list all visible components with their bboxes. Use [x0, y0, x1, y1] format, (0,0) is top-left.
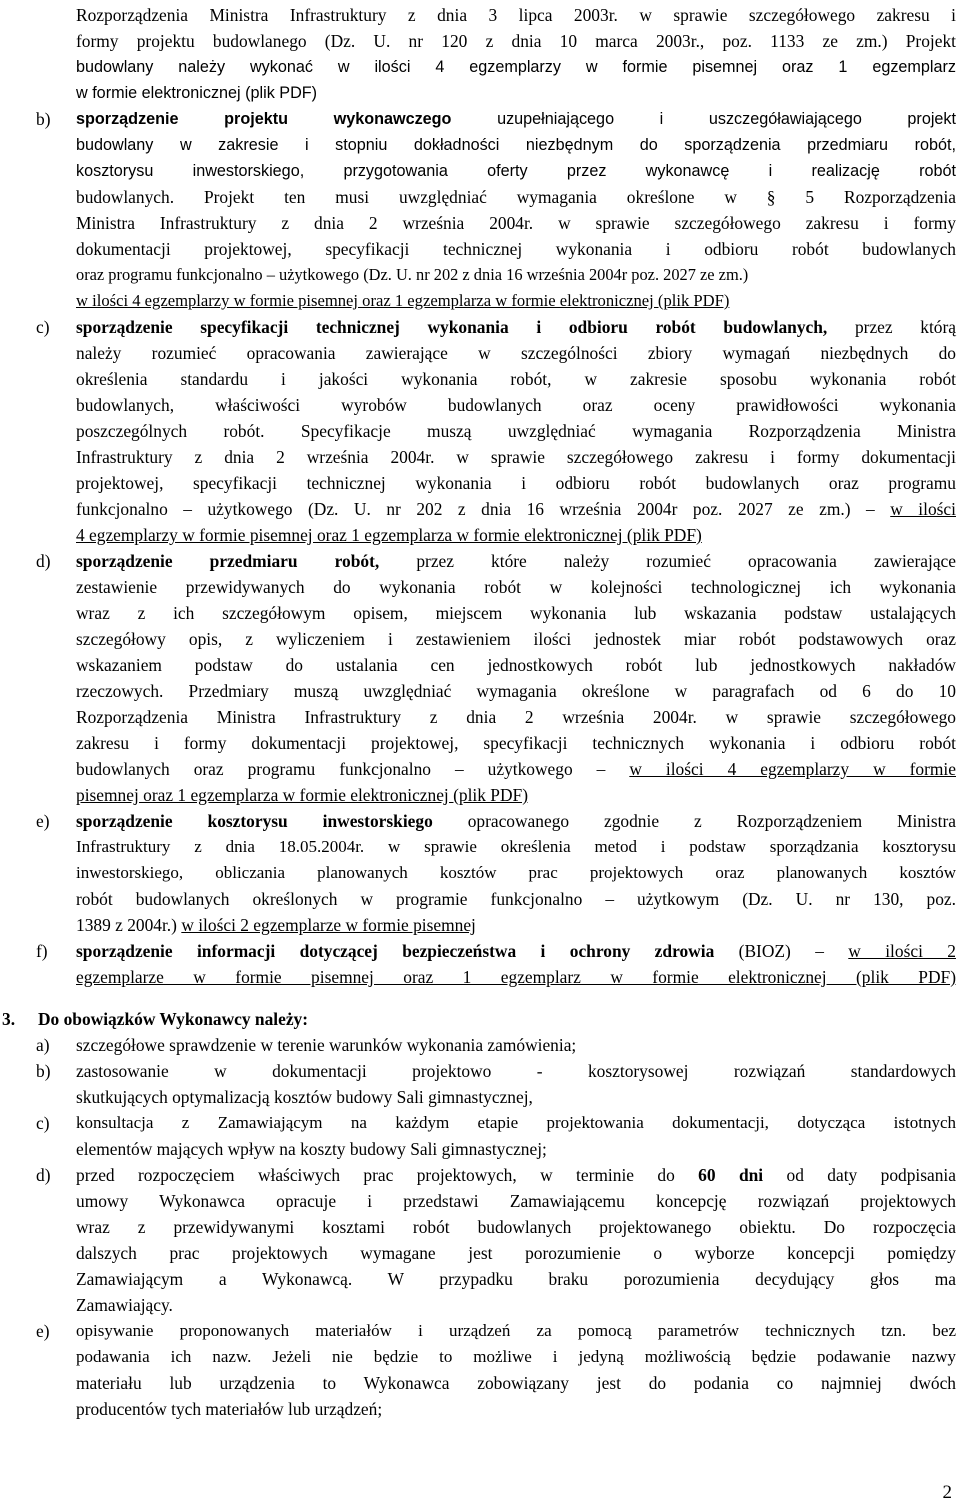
text-line: należy rozumieć opracowania zawierające w szczególności zbiory wymagań niezbędnych do — [76, 343, 956, 363]
text-line: wskazaniem podstaw do ustalania cen jednostkowych robót lub jednostkowych nakładów — [76, 655, 956, 675]
text-line: budowlanych oraz programu funkcjonalno – użytkowego – w ilości 4 egzemplarzy w formie — [76, 759, 956, 779]
text-line-underlined: 4 egzemplarzy w formie pisemnej oraz 1 egzemplarza w formie elektronicznej (plik PDF) — [76, 525, 702, 545]
text-line: 1389 z 2004r.) w ilości 2 egzemplarze w formie pisemnej — [76, 915, 476, 935]
text-line: sporządzenie informacji dotyczącej bezpieczeństwa i ochrony zdrowia (BIOZ) – w ilości 2 — [76, 941, 956, 961]
text-line: oraz programu funkcjonalno – użytkowego (Dz. U. nr 202 z dnia 16 września 2004r poz. 2027 ze zm.) — [76, 265, 749, 284]
item-3b — [76, 1058, 956, 1110]
item-e — [76, 808, 956, 938]
text-line: sporządzenie kosztorysu inwestorskiego opracowanego zgodnie z Rozporządzeniem Ministra — [76, 811, 956, 831]
item-a-continuation — [76, 2, 956, 106]
text-line: wraz z przewidywanymi kosztami robót budowlanych projektowanego obiektu. Do rozpoczęcia — [76, 1217, 956, 1237]
text-line: projektowej, specyfikacji technicznej wykonania i odbioru robót budowlanych oraz programu — [76, 473, 956, 493]
item-3c-label: c) — [36, 1113, 50, 1133]
text-line: elementów mających wpływ na koszty budowy Sali gimnastycznej; — [76, 1139, 547, 1159]
section-3-heading — [2, 1006, 15, 1032]
text-line: opisywanie proponowanych materiałów i urządzeń za pomocą parametrów technicznych tzn. bez — [76, 1321, 956, 1340]
text-line: dokumentacji projektowej, specyfikacji technicznej wykonania i odbioru robót budowlanych — [76, 239, 956, 259]
item-3d — [76, 1162, 956, 1318]
item-c-label: c) — [36, 317, 50, 337]
text-line: zestawienie przewidywanych do wykonania robót w kolejności technologicznej ich wykonania — [76, 577, 956, 597]
text-line: w formie elektronicznej (plik PDF) — [76, 84, 318, 102]
text-line: dalszych prac projektowych wymagane jest porozumienie o wyborze koncepcji pomiędzy — [76, 1243, 956, 1263]
item-3a-label: a) — [36, 1035, 50, 1055]
text-line: Infrastruktury z dnia 2 września 2004r. w sprawie szczegółowego zakresu i formy dokumentacji — [76, 447, 956, 467]
text-line: Zamawiającym a Wykonawcą. W przypadku braku porozumienia decydujący głos ma — [76, 1269, 956, 1289]
item-b-label: b) — [36, 109, 51, 129]
text-line: Zamawiający. — [76, 1295, 173, 1315]
text-line: skutkujących optymalizacją kosztów budowy Sali gimnastycznej, — [76, 1087, 533, 1107]
text-line: rzeczowych. Przedmiary muszą uwzględniać wymagania określone w paragrafach od 6 do 10 — [76, 681, 956, 701]
item-3b-label: b) — [36, 1061, 51, 1081]
text-line: materiału lub urządzenia to Wykonawca zobowiązany jest do podania co najmniej dwóch — [76, 1373, 956, 1393]
text-line: Rozporządzenia Ministra Infrastruktury z dnia 2 września 2004r. w sprawie szczegółowego — [76, 707, 956, 727]
text-line: budowlany w zakresie i stopniu dokładności niezbędnym do sporządzenia przedmiaru robót, — [76, 136, 956, 154]
text-line: Rozporządzenia Ministra Infrastruktury z dnia 3 lipca 2003r. w sprawie szczegółowego zakresu i — [76, 5, 956, 25]
text-line: sporządzenie projektu wykonawczego uzupełniającego i uszczegóławiającego projekt — [76, 110, 957, 128]
item-3e-label: e) — [36, 1321, 50, 1341]
text-line: inwestorskiego, obliczania planowanych kosztów prac projektowych oraz planowanych kosztów — [76, 863, 956, 882]
text-line: szczegółowe sprawdzenie w terenie warunków wykonania zamówienia; — [76, 1035, 577, 1055]
text-line: formy projektu budowlanego (Dz. U. nr 120 z dnia 10 marca 2003r., poz. 1133 ze zm.) Projekt — [76, 31, 956, 51]
text-line: budowlany należy wykonać w ilości 4 egzemplarzy w formie pisemnej oraz 1 egzemplarz — [76, 58, 956, 76]
text-line: określenia standardu i jakości wykonania robót, w zakresie sposobu wykonania robót — [76, 369, 956, 389]
item-d-label: d) — [36, 551, 51, 571]
text-line: Infrastruktury z dnia 18.05.2004r. w sprawie określenia metod i podstaw sporządzania kosztorysu — [76, 837, 956, 856]
item-b — [76, 106, 956, 184]
text-line: konsultacja z Zamawiającym na każdym etapie projektowania dokumentacji, dotycząca istotnych — [76, 1113, 956, 1132]
text-line: sporządzenie specyfikacji technicznej wykonania i odbioru robót budowlanych, przez którą — [76, 317, 956, 337]
text-line: budowlanych, właściwości wyrobów budowlanych oraz oceny prawidłowości wykonania — [76, 395, 956, 415]
item-e-label: e) — [36, 811, 50, 831]
section-title-text: Do obowiązków Wykonawcy należy: — [38, 1009, 309, 1029]
text-line: zakresu i formy dokumentacji projektowej, specyfikacji technicznych wykonania i odbioru robót — [76, 733, 956, 753]
item-3e — [76, 1318, 956, 1422]
text-line: przed rozpoczęciem właściwych prac projektowych, w terminie do 60 dni od daty podpisania — [76, 1165, 956, 1185]
item-b-rest — [76, 184, 956, 314]
item-f-label: f) — [36, 941, 48, 961]
text-line: Ministra Infrastruktury z dnia 2 września 2004r. w sprawie szczegółowego zakresu i formy — [76, 213, 956, 233]
text-line: podawania ich nazw. Jeżeli nie będzie to możliwe i jedyną możliwością będzie podawanie nazwy — [76, 1347, 956, 1366]
item-3d-label: d) — [36, 1165, 51, 1185]
text-line: funkcjonalno – użytkowego (Dz. U. nr 202 z dnia 16 września 2004r poz. 2027 ze zm.) – w ilości — [76, 499, 956, 519]
page-number: 2 — [942, 1482, 952, 1503]
text-line: sporządzenie przedmiaru robót, przez które należy rozumieć opracowania zawierające — [76, 551, 956, 571]
item-f — [76, 938, 956, 990]
text-line: zastosowanie w dokumentacji projektowo - kosztorysowej rozwiązań standardowych — [76, 1061, 956, 1081]
item-c — [76, 314, 956, 548]
text-line: budowlanych. Projekt ten musi uwzględniać wymagania określone w § 5 Rozporządzenia — [76, 187, 956, 207]
text-line: wraz z ich szczegółowym opisem, miejscem wykonania lub wskazania podstaw ustalających — [76, 603, 956, 623]
section-number: 3. — [2, 1009, 16, 1029]
text-line-underlined: w ilości 4 egzemplarzy w formie pisemnej oraz 1 egzemplarza w formie elektronicznej (plik PDF) — [76, 291, 730, 310]
item-d — [76, 548, 956, 808]
text-line: producentów tych materiałów lub urządzeń; — [76, 1399, 383, 1419]
text-line: umowy Wykonawca opracuje i przedstawi Zamawiającemu koncepcję rozwiązań projektowych — [76, 1191, 956, 1211]
text-line: kosztorysu inwestorskiego, przygotowania oferty przez wykonawcę i realizację robót — [76, 162, 956, 180]
text-line: szczegółowy opis, z wyliczeniem i zestawieniem ilości jednostek miar robót podstawowych oraz — [76, 629, 956, 649]
text-line: poszczególnych robót. Specyfikacje muszą uwzględniać wymagania Rozporządzenia Ministra — [76, 421, 956, 441]
text-line-underlined: pisemnej oraz 1 egzemplarza w formie elektronicznej (plik PDF) — [76, 785, 528, 805]
item-3a — [76, 1032, 956, 1058]
item-3c — [76, 1110, 956, 1162]
text-line-underlined: egzemplarze w formie pisemnej oraz 1 egzemplarz w formie elektronicznej (plik PDF) — [76, 967, 956, 987]
section-3-title — [38, 1006, 308, 1032]
text-line: robót budowlanych określonych w programie funkcjonalno – użytkowym (Dz. U. nr 130, poz. — [76, 889, 956, 909]
